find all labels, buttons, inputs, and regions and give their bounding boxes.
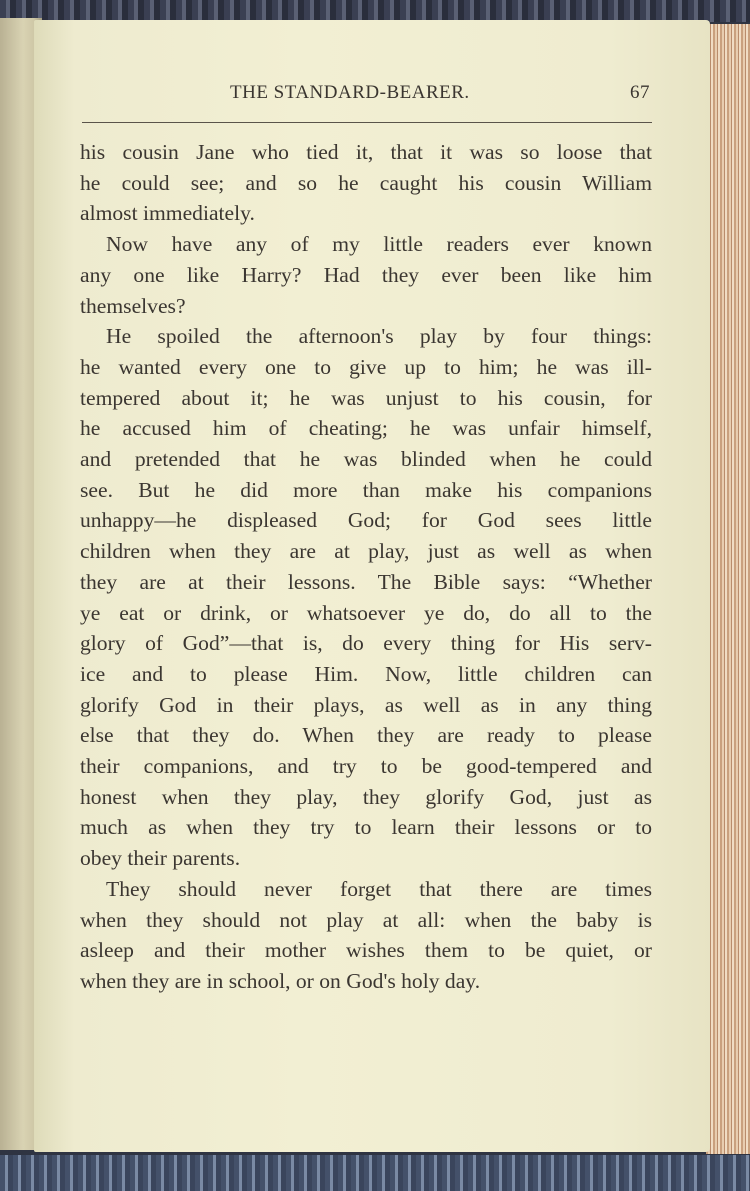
text-line: children when they are at play, just as well as when [80,539,652,564]
text-line: see. But he did more than make his companions [80,477,652,502]
paragraph-2 [80,229,652,321]
text-line: when they should not play at all: when the baby is [80,907,652,932]
paragraph-1 [80,137,652,229]
text-line: unhappy—he displeased God; for God sees little [80,508,652,533]
text-line: their companions, and try to be good-tempered and [80,754,652,779]
text-line: tempered about it; he was unjust to his cousin, for [80,385,652,410]
text-line: obey their parents. [80,846,241,871]
text-line: ye eat or drink, or whatsoever ye do, do all to the [80,600,652,625]
book-bottom-binding [0,1155,750,1191]
text-line: they are at their lessons. The Bible says: “Whether [80,569,652,594]
page-number: 67 [630,82,650,103]
book-top-binding [0,0,750,22]
text-line: They should never forget that there are times [106,876,652,901]
body-text [80,137,652,997]
text-line: he could see; and so he caught his cousin William [80,170,652,195]
text-line: honest when they play, they glorify God, just as [80,784,652,809]
page-header [82,78,652,108]
text-line: glorify God in their plays, as well as in any thing [80,692,652,717]
text-line: his cousin Jane who tied it, that it was so loose that [80,140,652,164]
text-line: else that they do. When they are ready to please [80,723,652,748]
text-line: Now have any of my little readers ever known [106,232,652,257]
text-line: any one like Harry? Had they ever been like him [80,262,652,287]
text-line: when they are in school, or on God's holy day. [80,968,481,993]
paragraph-4 [80,874,652,997]
text-line: and pretended that he was blinded when he could [80,447,652,472]
running-title: THE STANDARD-BEARER. [230,82,470,103]
header-rule [82,122,652,123]
text-line: he wanted every one to give up to him; he was ill- [80,354,652,379]
paragraph-3 [80,321,652,874]
text-line: he accused him of cheating; he was unfair himself, [80,416,652,441]
text-line: ice and to please Him. Now, little children can [80,661,652,686]
text-line: themselves? [80,293,186,318]
text-line: almost immediately. [80,201,255,226]
text-line: much as when they try to learn their lessons or to [80,815,652,840]
text-line: glory of God”—that is, do every thing for His serv- [80,631,652,656]
page-edges [706,24,750,1154]
text-line: He spoiled the afternoon's play by four things: [106,324,652,349]
text-line: asleep and their mother wishes them to be quiet, or [80,938,652,963]
